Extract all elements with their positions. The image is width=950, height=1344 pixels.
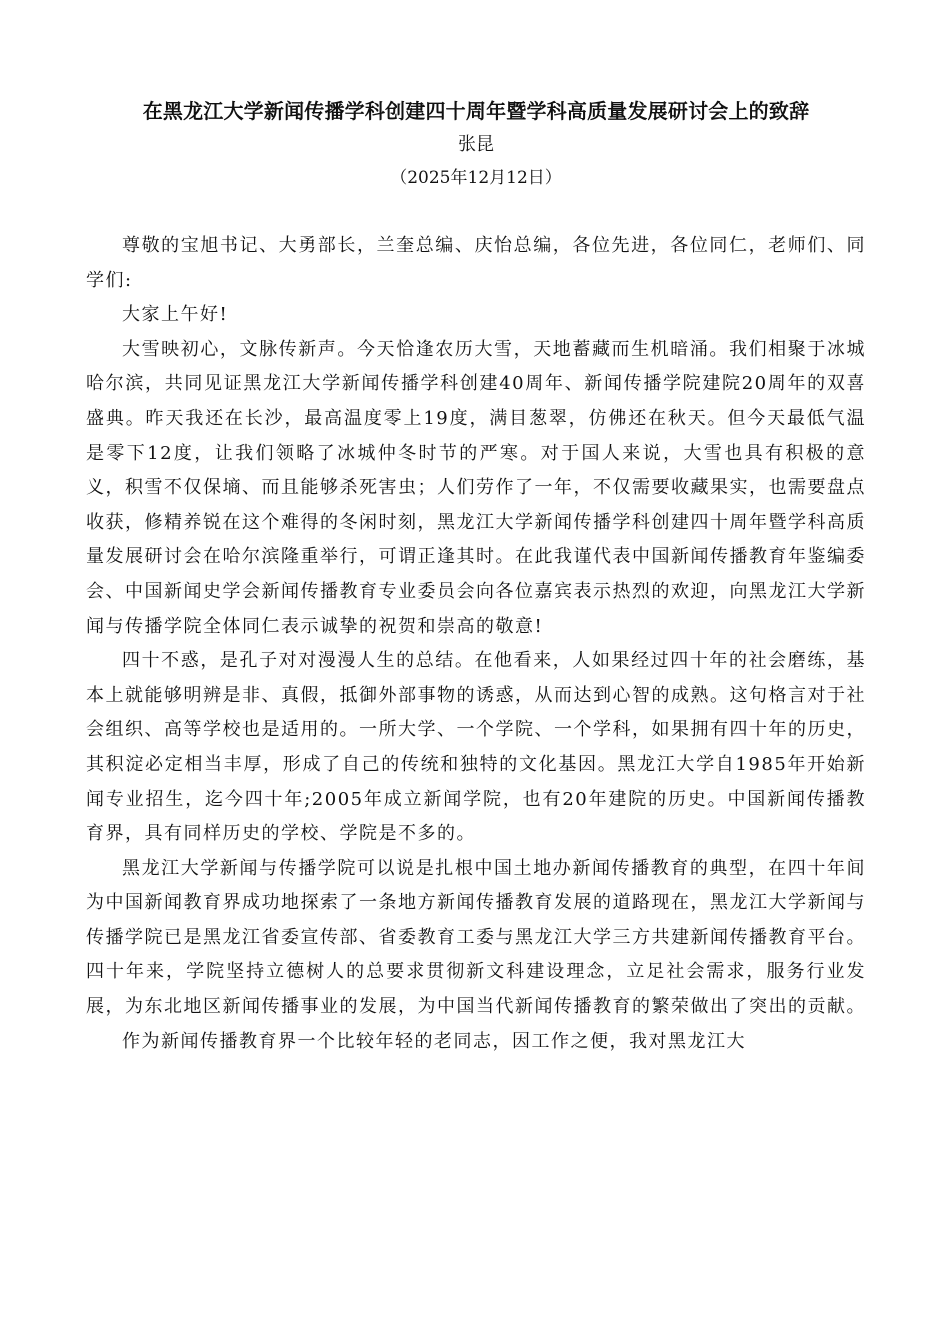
document-date: （2025年12月12日） (390, 168, 562, 188)
document-author: 张昆 (458, 134, 494, 155)
paragraph-greeting: 大家上午好! (122, 304, 229, 326)
paragraph-salutation: 尊敬的宝旭书记、大勇部长，兰奎总编、庆怡总编，各位先进，各位同仁，老师们、同学们: (86, 235, 866, 291)
paragraph-school: 黑龙江大学新闻与传播学院可以说是扎根中国土地办新闻传播教育的典型，在四十年间为中国新闻教育界成功地探索了一条地方新闻传播教育发展的道路现在，黑龙江大学新闻与传播学院已是黑龙江省委宣传部、省委教育工委与黑龙江大学三方共建新闻传播教育平台。四十年来，学院坚持立德树人的总要求贯彻新文科建设理念，立足社会需求，服务行业发展，为东北地区新闻传播事业的发展，为中国当代新闻传播教育的繁荣做出了突出的贡献。 (86, 857, 866, 1018)
paragraph-personal: 作为新闻传播教育界一个比较年轻的老同志，因工作之便，我对黑龙江大 (122, 1030, 746, 1052)
paragraph-daxue: 大雪映初心，文脉传新声。今天恰逢农历大雪，天地蓄藏而生机暗涌。我们相聚于冰城哈尔滨，共同见证黑龙江大学新闻传播学科创建40周年、新闻传播学院建院20周年的双喜盛典。昨天我还在长沙，最高温度零上19度，满目葱翠，仿佛还在秋天。但今天最低气温是零下12度，让我们领略了冰城仲冬时节的严寒。对于国人来说，大雪也具有积极的意义，积雪不仅保墒、而且能够杀死害虫；人们劳作了一年，不仅需要收藏果实，也需要盘点收获，修精养锐在这个难得的冬闲时刻，黑龙江大学新闻传播学科创建四十周年暨学科高质量发展研讨会在哈尔滨隆重举行，可谓正逢其时。在此我谨代表中国新闻传播教育年鉴编委会、中国新闻史学会新闻传播教育专业委员会向各位嘉宾表示热烈的欢迎，向黑龙江大学新闻与传播学院全体同仁表示诚挚的祝贺和崇高的敬意! (86, 338, 866, 637)
document-page (86, 95, 866, 1059)
paragraph-forty-years: 四十不惑，是孔子对对漫漫人生的总结。在他看来，人如果经过四十年的社会磨练，基本上就能够明辨是非、真假，抵御外部事物的诱惑，从而达到心智的成熟。这句格言对于社会组织、高等学校也是适用的。一所大学、一个学院、一个学科，如果拥有四十年的历史，其积淀必定相当丰厚，形成了自己的传统和独特的文化基因。黑龙江大学自1985年开始新闻专业招生，迄今四十年;2005年成立新闻学院，也有20年建院的历史。中国新闻传播教育界，具有同样历史的学校、学院是不多的。 (86, 650, 866, 845)
document-body (86, 229, 866, 1059)
document-title: 在黑龙江大学新闻传播学科创建四十周年暨学科高质量发展研讨会上的致辞 (142, 99, 810, 123)
